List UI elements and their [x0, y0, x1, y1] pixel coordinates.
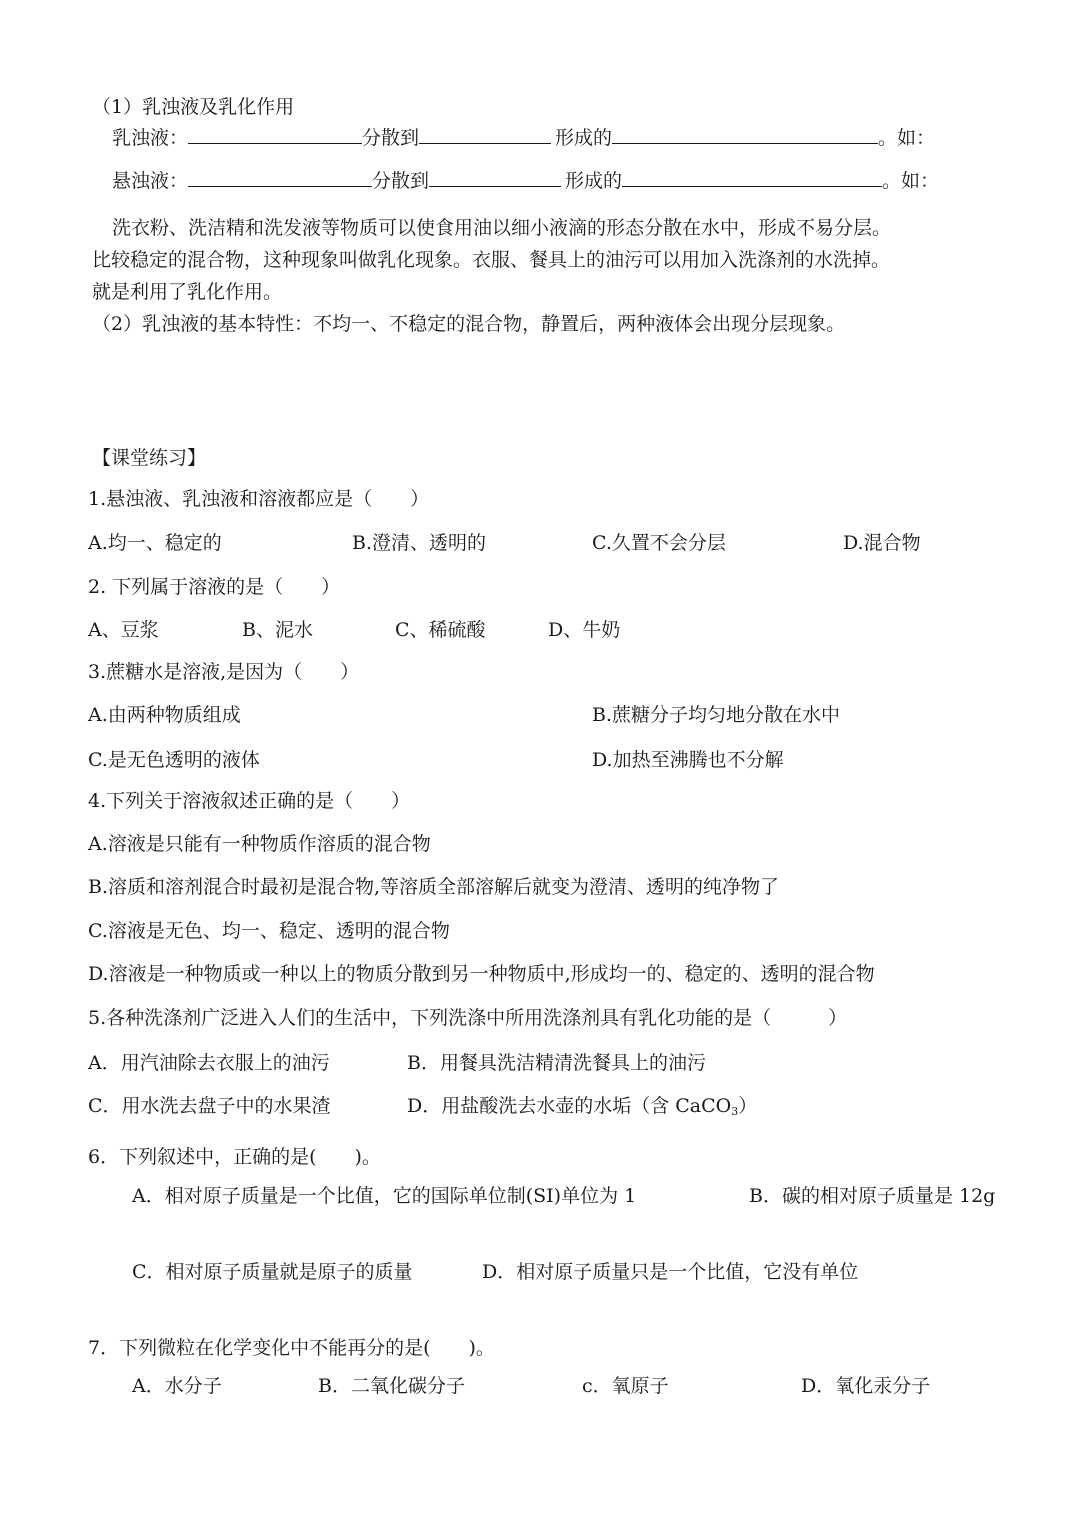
question-7-option-b[interactable]: B．二氧化碳分子 [318, 1375, 465, 1397]
question-4-option-a[interactable]: A.溶液是只能有一种物质作溶质的混合物 [88, 833, 431, 855]
emulsion-definition-line [112, 123, 935, 151]
question-1-option-b[interactable]: B.澄清、透明的 [352, 532, 487, 554]
question-6-option-b[interactable]: B．碳的相对原子质量是 12g [749, 1185, 996, 1207]
question-3-stem: 3.蔗糖水是溶液,是因为（ ） [88, 661, 360, 683]
question-5-stem: 5.各种洗涤剂广泛进入人们的生活中，下列洗涤中所用洗涤剂具有乳化功能的是（ ） [88, 1007, 848, 1029]
question-5-option-a[interactable]: A．用汽油除去衣服上的油污 [88, 1052, 330, 1074]
question-5-option-c[interactable]: C．用水洗去盘子中的水果渣 [88, 1095, 331, 1117]
paragraph-line: 比较稳定的混合物，这种现象叫做乳化现象。衣服、餐具上的油污可以用加入洗涤剂的水洗掉。 [92, 249, 891, 271]
section-heading-emulsion: （1）乳浊液及乳化作用 [92, 96, 295, 118]
blank-field[interactable] [612, 123, 878, 144]
option-text-end: ） [738, 1095, 758, 1117]
question-1-stem: 1.悬浊液、乳浊液和溶液都应是（ ） [88, 488, 430, 510]
question-2-stem: 2. 下列属于溶液的是（ ） [88, 576, 341, 598]
question-7-stem: 7．下列微粒在化学变化中不能再分的是( )。 [88, 1337, 495, 1359]
question-6-option-a[interactable]: A．相对原子质量是一个比值，它的国际单位制(SI)单位为 1 [132, 1185, 637, 1207]
question-2-option-d[interactable]: D、牛奶 [548, 619, 621, 641]
paragraph-line: 洗衣粉、洗洁精和洗发液等物质可以使食用油以细小液滴的形态分散在水中，形成不易分层。 [112, 217, 892, 239]
practice-title: 【课堂练习】 [92, 447, 207, 469]
question-4-stem: 4.下列关于溶液叙述正确的是（ ） [88, 790, 411, 812]
question-5-option-d[interactable] [407, 1093, 757, 1125]
blank-field[interactable] [622, 166, 882, 187]
question-1-option-d[interactable]: D.混合物 [843, 532, 921, 554]
question-4-option-c[interactable]: C.溶液是无色、均一、稳定、透明的混合物 [88, 920, 450, 942]
emulsion-label: 乳浊液： [112, 127, 189, 149]
blank-field[interactable] [419, 123, 551, 144]
blank-field[interactable] [429, 166, 561, 187]
blank-field[interactable] [188, 166, 372, 187]
question-5-option-b[interactable]: B．用餐具洗洁精清洗餐具上的油污 [407, 1052, 706, 1074]
question-6-option-c[interactable]: C．相对原子质量就是原子的质量 [132, 1261, 413, 1283]
question-6-option-d[interactable]: D．相对原子质量只是一个比值，它没有单位 [482, 1261, 859, 1283]
text-fragment: 分散到 [372, 170, 430, 192]
blank-field[interactable] [188, 123, 362, 144]
question-1-option-a[interactable]: A.均一、稳定的 [88, 532, 222, 554]
question-1-option-c[interactable]: C.久置不会分层 [592, 532, 726, 554]
question-3-option-a[interactable]: A.由两种物质组成 [88, 704, 241, 726]
question-3-option-d[interactable]: D.加热至沸腾也不分解 [592, 749, 784, 771]
question-7-option-c[interactable]: c．氧原子 [582, 1375, 669, 1397]
option-text: D．用盐酸洗去水壶的水垢（含 CaCO [407, 1095, 732, 1117]
text-fragment: 形成的 [555, 127, 613, 149]
text-fragment: 。如： [878, 127, 936, 149]
question-7-option-a[interactable]: A．水分子 [132, 1375, 222, 1397]
question-2-option-c[interactable]: C、稀硫酸 [395, 619, 486, 641]
text-fragment: 分散到 [362, 127, 420, 149]
text-fragment: 。如： [882, 170, 940, 192]
suspension-label: 悬浊液： [112, 170, 189, 192]
text-fragment: 形成的 [565, 170, 623, 192]
emulsion-property-line: （2）乳浊液的基本特性：不均一、不稳定的混合物，静置后，两种液体会出现分层现象。 [92, 313, 846, 335]
question-4-option-b[interactable]: B.溶质和溶剂混合时最初是混合物,等溶质全部溶解后就变为澄清、透明的纯净物了 [88, 876, 780, 898]
paragraph-line: 就是利用了乳化作用。 [92, 281, 283, 303]
question-3-option-b[interactable]: B.蔗糖分子均匀地分散在水中 [592, 704, 841, 726]
question-2-option-b[interactable]: B、泥水 [242, 619, 313, 641]
subscript: 3 [731, 1105, 739, 1118]
question-2-option-a[interactable]: A、豆浆 [88, 619, 159, 641]
question-3-option-c[interactable]: C.是无色透明的液体 [88, 749, 260, 771]
question-6-stem: 6．下列叙述中，正确的是( )。 [88, 1146, 381, 1168]
suspension-definition-line [112, 166, 939, 194]
question-4-option-d[interactable]: D.溶液是一种物质或一种以上的物质分散到另一种物质中,形成均一的、稳定的、透明的混合物 [88, 963, 875, 985]
question-7-option-d[interactable]: D．氧化汞分子 [801, 1375, 931, 1397]
